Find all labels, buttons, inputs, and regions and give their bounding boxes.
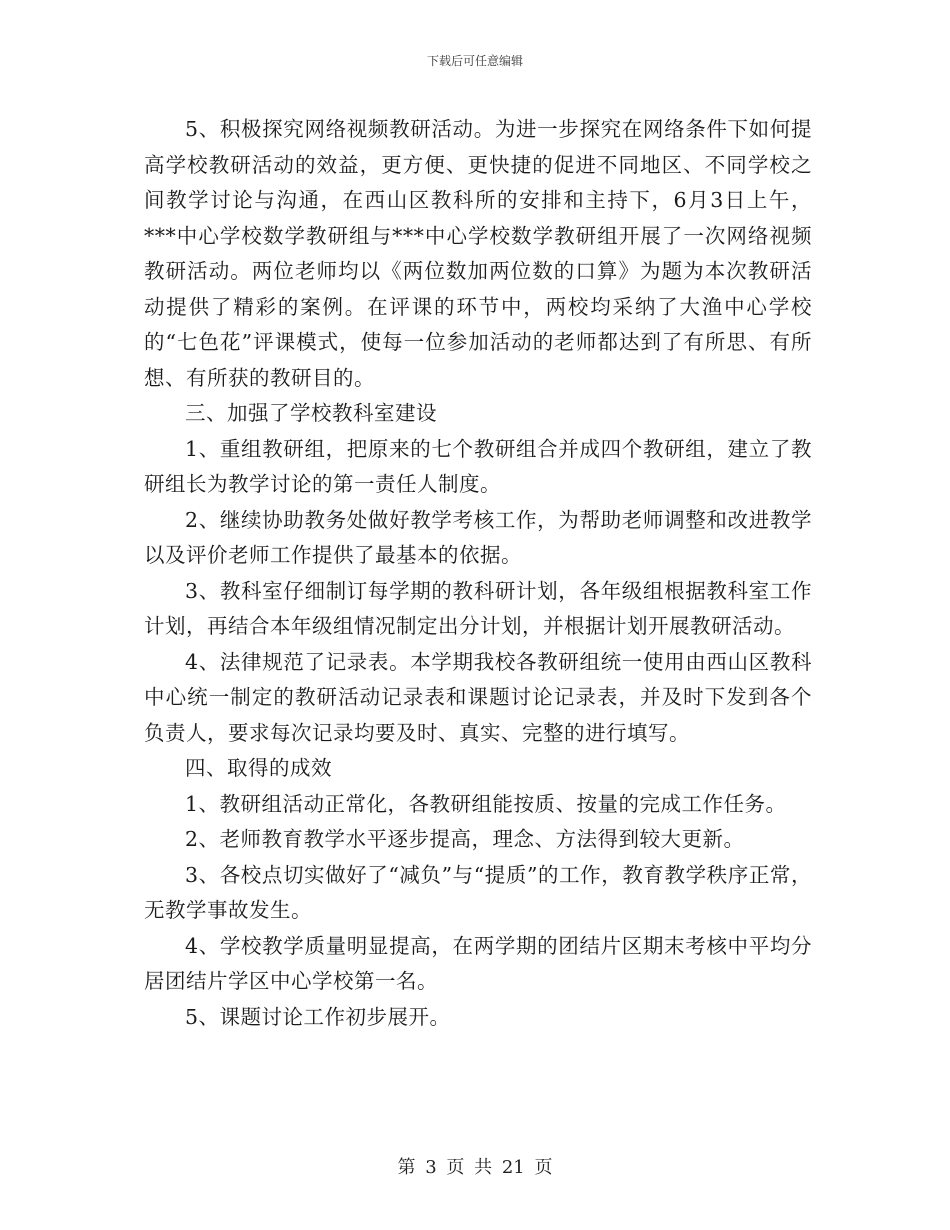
- paragraph-item: 1、教研组活动正常化，各教研组能按质、按量的完成工作任务。: [185, 791, 787, 816]
- section-heading-4: 四、取得的成效: [185, 756, 332, 780]
- paragraph-item: 3、各校点切实做好了“减负”与“提质”的工作，教育教学秩序正常，无教学事故发生。: [144, 862, 812, 922]
- page-header: 下载后可任意编辑: [426, 54, 523, 68]
- paragraph-item: 3、教科室仔细制订每学期的教科研计划，各年级组根据教科室工作计划，再结合本年级组情况制定出分计划，并根据计划开展教研活动。: [144, 578, 812, 638]
- paragraph-item: 2、继续协助教务处做好教学考核工作，为帮助老师调整和改进教学以及评价老师工作提供了最基本的依据。: [144, 507, 812, 567]
- page-number: 第 3 页 共 21 页: [397, 1157, 553, 1178]
- section-heading-3: 三、加强了学校教科室建设: [185, 401, 437, 425]
- paragraph-online-video-research: 5、积极探究网络视频教研活动。为进一步探究在网络条件下如何提高学校教研活动的效益，更方便、更快捷的促进不同地区、不同学校之间教学讨论与沟通，在西山区教科所的安排和主持下，6月3日上午，***中心学校数学教研组与***中心学校数学教研组开展了一次网络视频教研活动。两位老师均以《两位数加两位数的口算》为题为本次教研活动提供了精彩的案例。在评课的环节中，两校均采纳了大渔中心学校的“七色花”评课模式，使每一位参加活动的老师都达到了有所思、有所想、有所获的教研目的。: [144, 117, 812, 390]
- paragraph-item: 5、课题讨论工作初步展开。: [185, 1004, 451, 1029]
- paragraph-item: 4、学校教学质量明显提高，在两学期的团结片区期末考核中平均分居团结片学区中心学校第一名。: [144, 933, 812, 993]
- paragraph-item: 1、重组教研组，把原来的七个教研组合并成四个教研组，建立了教研组长为教学讨论的第一责任人制度。: [144, 436, 812, 496]
- paragraph-item: 2、老师教育教学水平逐步提高，理念、方法得到较大更新。: [185, 827, 745, 851]
- document-body: [144, 112, 812, 1035]
- paragraph-item: 4、法律规范了记录表。本学期我校各教研组统一使用由西山区教科中心统一制定的教研活动记录表和课题讨论记录表，并及时下发到各个负责人，要求每次记录均要及时、真实、完整的进行填写。: [144, 649, 812, 745]
